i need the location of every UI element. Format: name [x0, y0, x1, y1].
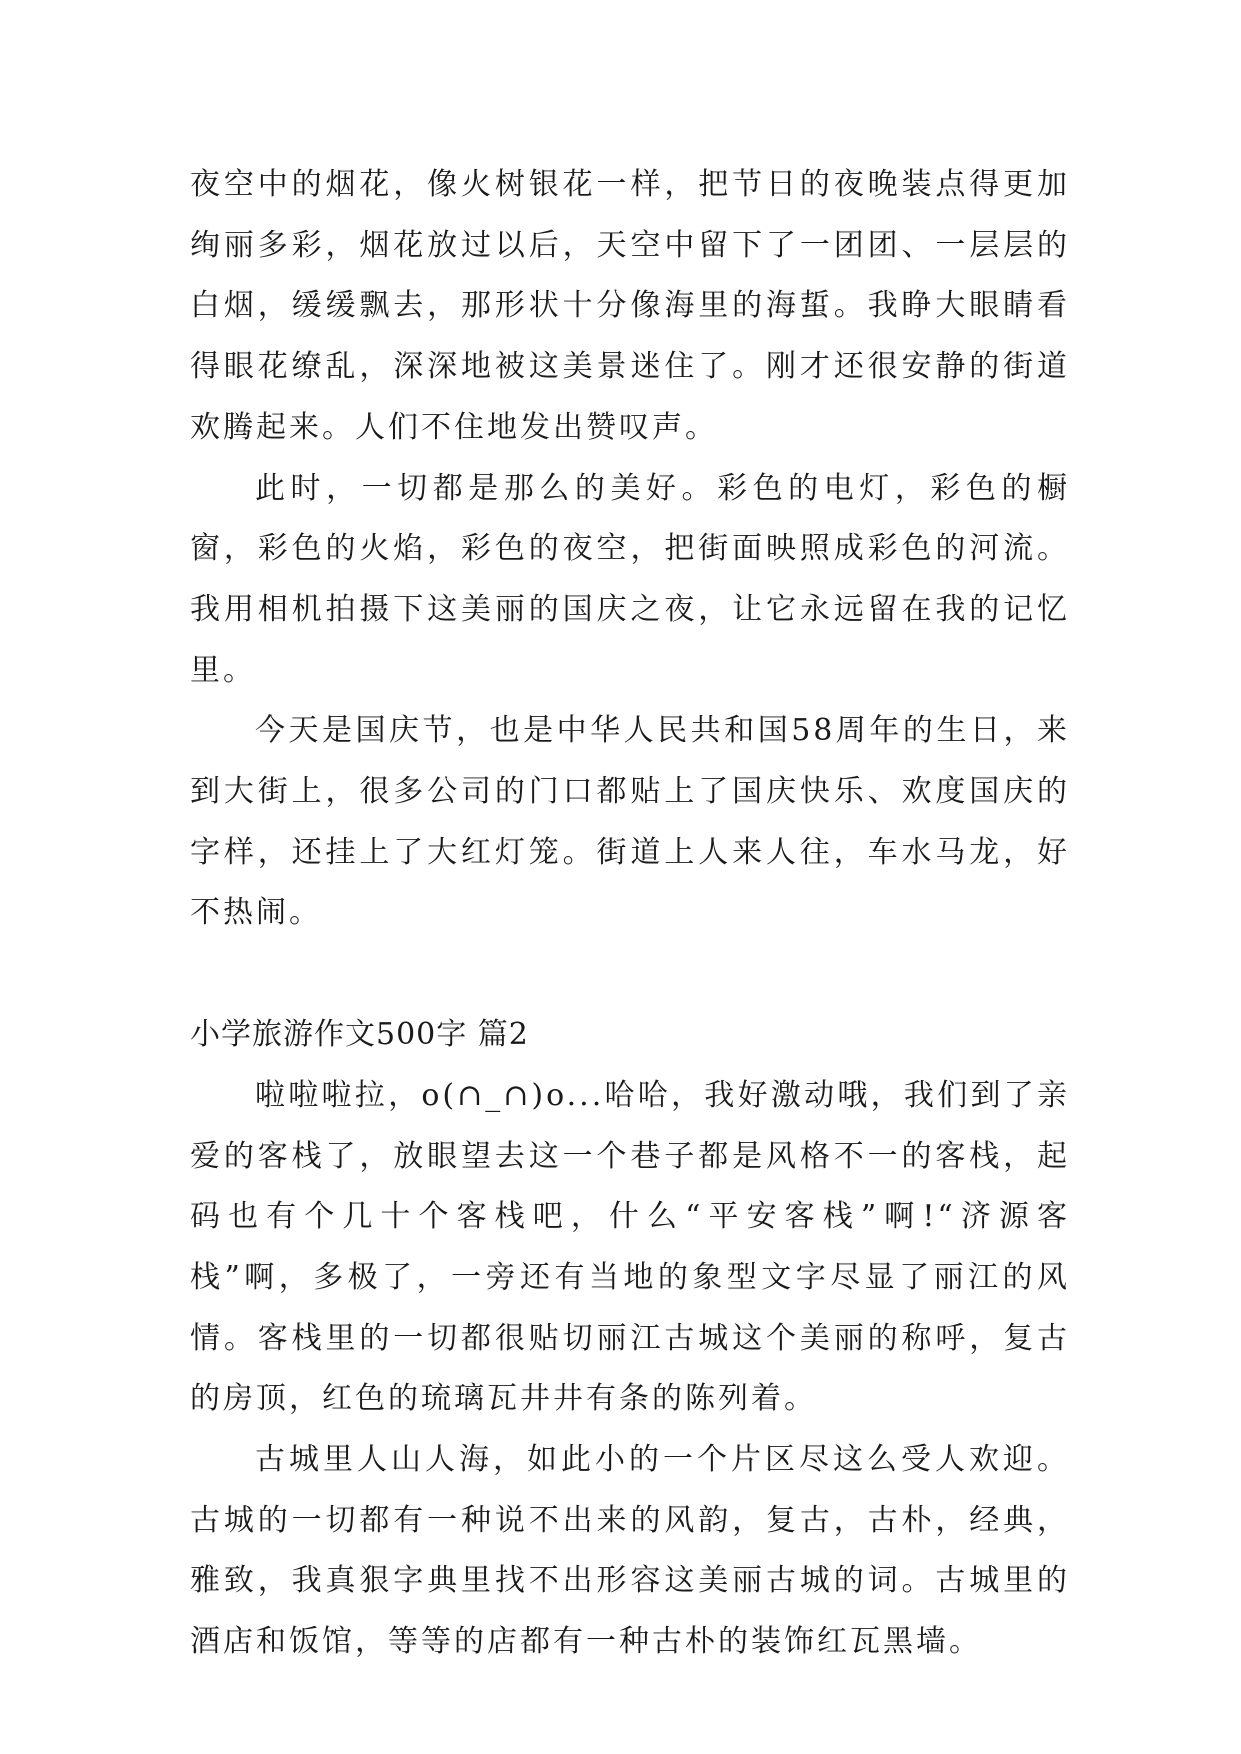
paragraph-fireworks: 夜空中的烟花，像火树银花一样，把节日的夜晚装点得更加绚丽多彩，烟花放过以后，天空中留下了一团团、一层层的白烟，缓缓飘去，那形状十分像海里的海蜇。我睁大眼睛看得眼花缭乱，深深地被这美景迷住了。刚才还很安静的街道欢腾起来。人们不住地发出赞叹声。: [190, 167, 1070, 445]
document-body: [190, 155, 1070, 1673]
paragraph-inn: 啦啦啦拉，o(∩_∩)o...哈哈，我好激动哦，我们到了亲爱的客栈了，放眼望去这一个巷子都是风格不一的客栈，起码也有个几十个客栈吧，什么“平安客栈”啊!“济源客栈”啊，多极了，一旁还有当地的象型文字尽显了丽江的风情。客栈里的一切都很贴切丽江古城这个美丽的称呼，复古的房顶，红色的琉璃瓦井井有条的陈列着。: [190, 1077, 1070, 1417]
paragraph-colorful-night: 此时，一切都是那么的美好。彩色的电灯，彩色的橱窗，彩色的火焰，彩色的夜空，把街面映照成彩色的河流。我用相机拍摄下这美丽的国庆之夜，让它永远留在我的记忆里。: [190, 470, 1070, 688]
paragraph-ancient-town: 古城里人山人海，如此小的一个片区尽这么受人欢迎。古城的一切都有一种说不出来的风韵，复古，古朴，经典，雅致，我真狠字典里找不出形容这美丽古城的词。古城里的酒店和饭馆，等等的店都有一种古朴的装饰红瓦黑墙。: [190, 1442, 1070, 1660]
section-title: 小学旅游作文500字 篇2: [190, 1017, 529, 1053]
paragraph-national-day: 今天是国庆节，也是中华人民共和国58周年的生日，来到大街上，很多公司的门口都贴上了国庆快乐、欢度国庆的字样，还挂上了大红灯笼。街道上人来人往，车水马龙，好不热闹。: [190, 713, 1070, 931]
